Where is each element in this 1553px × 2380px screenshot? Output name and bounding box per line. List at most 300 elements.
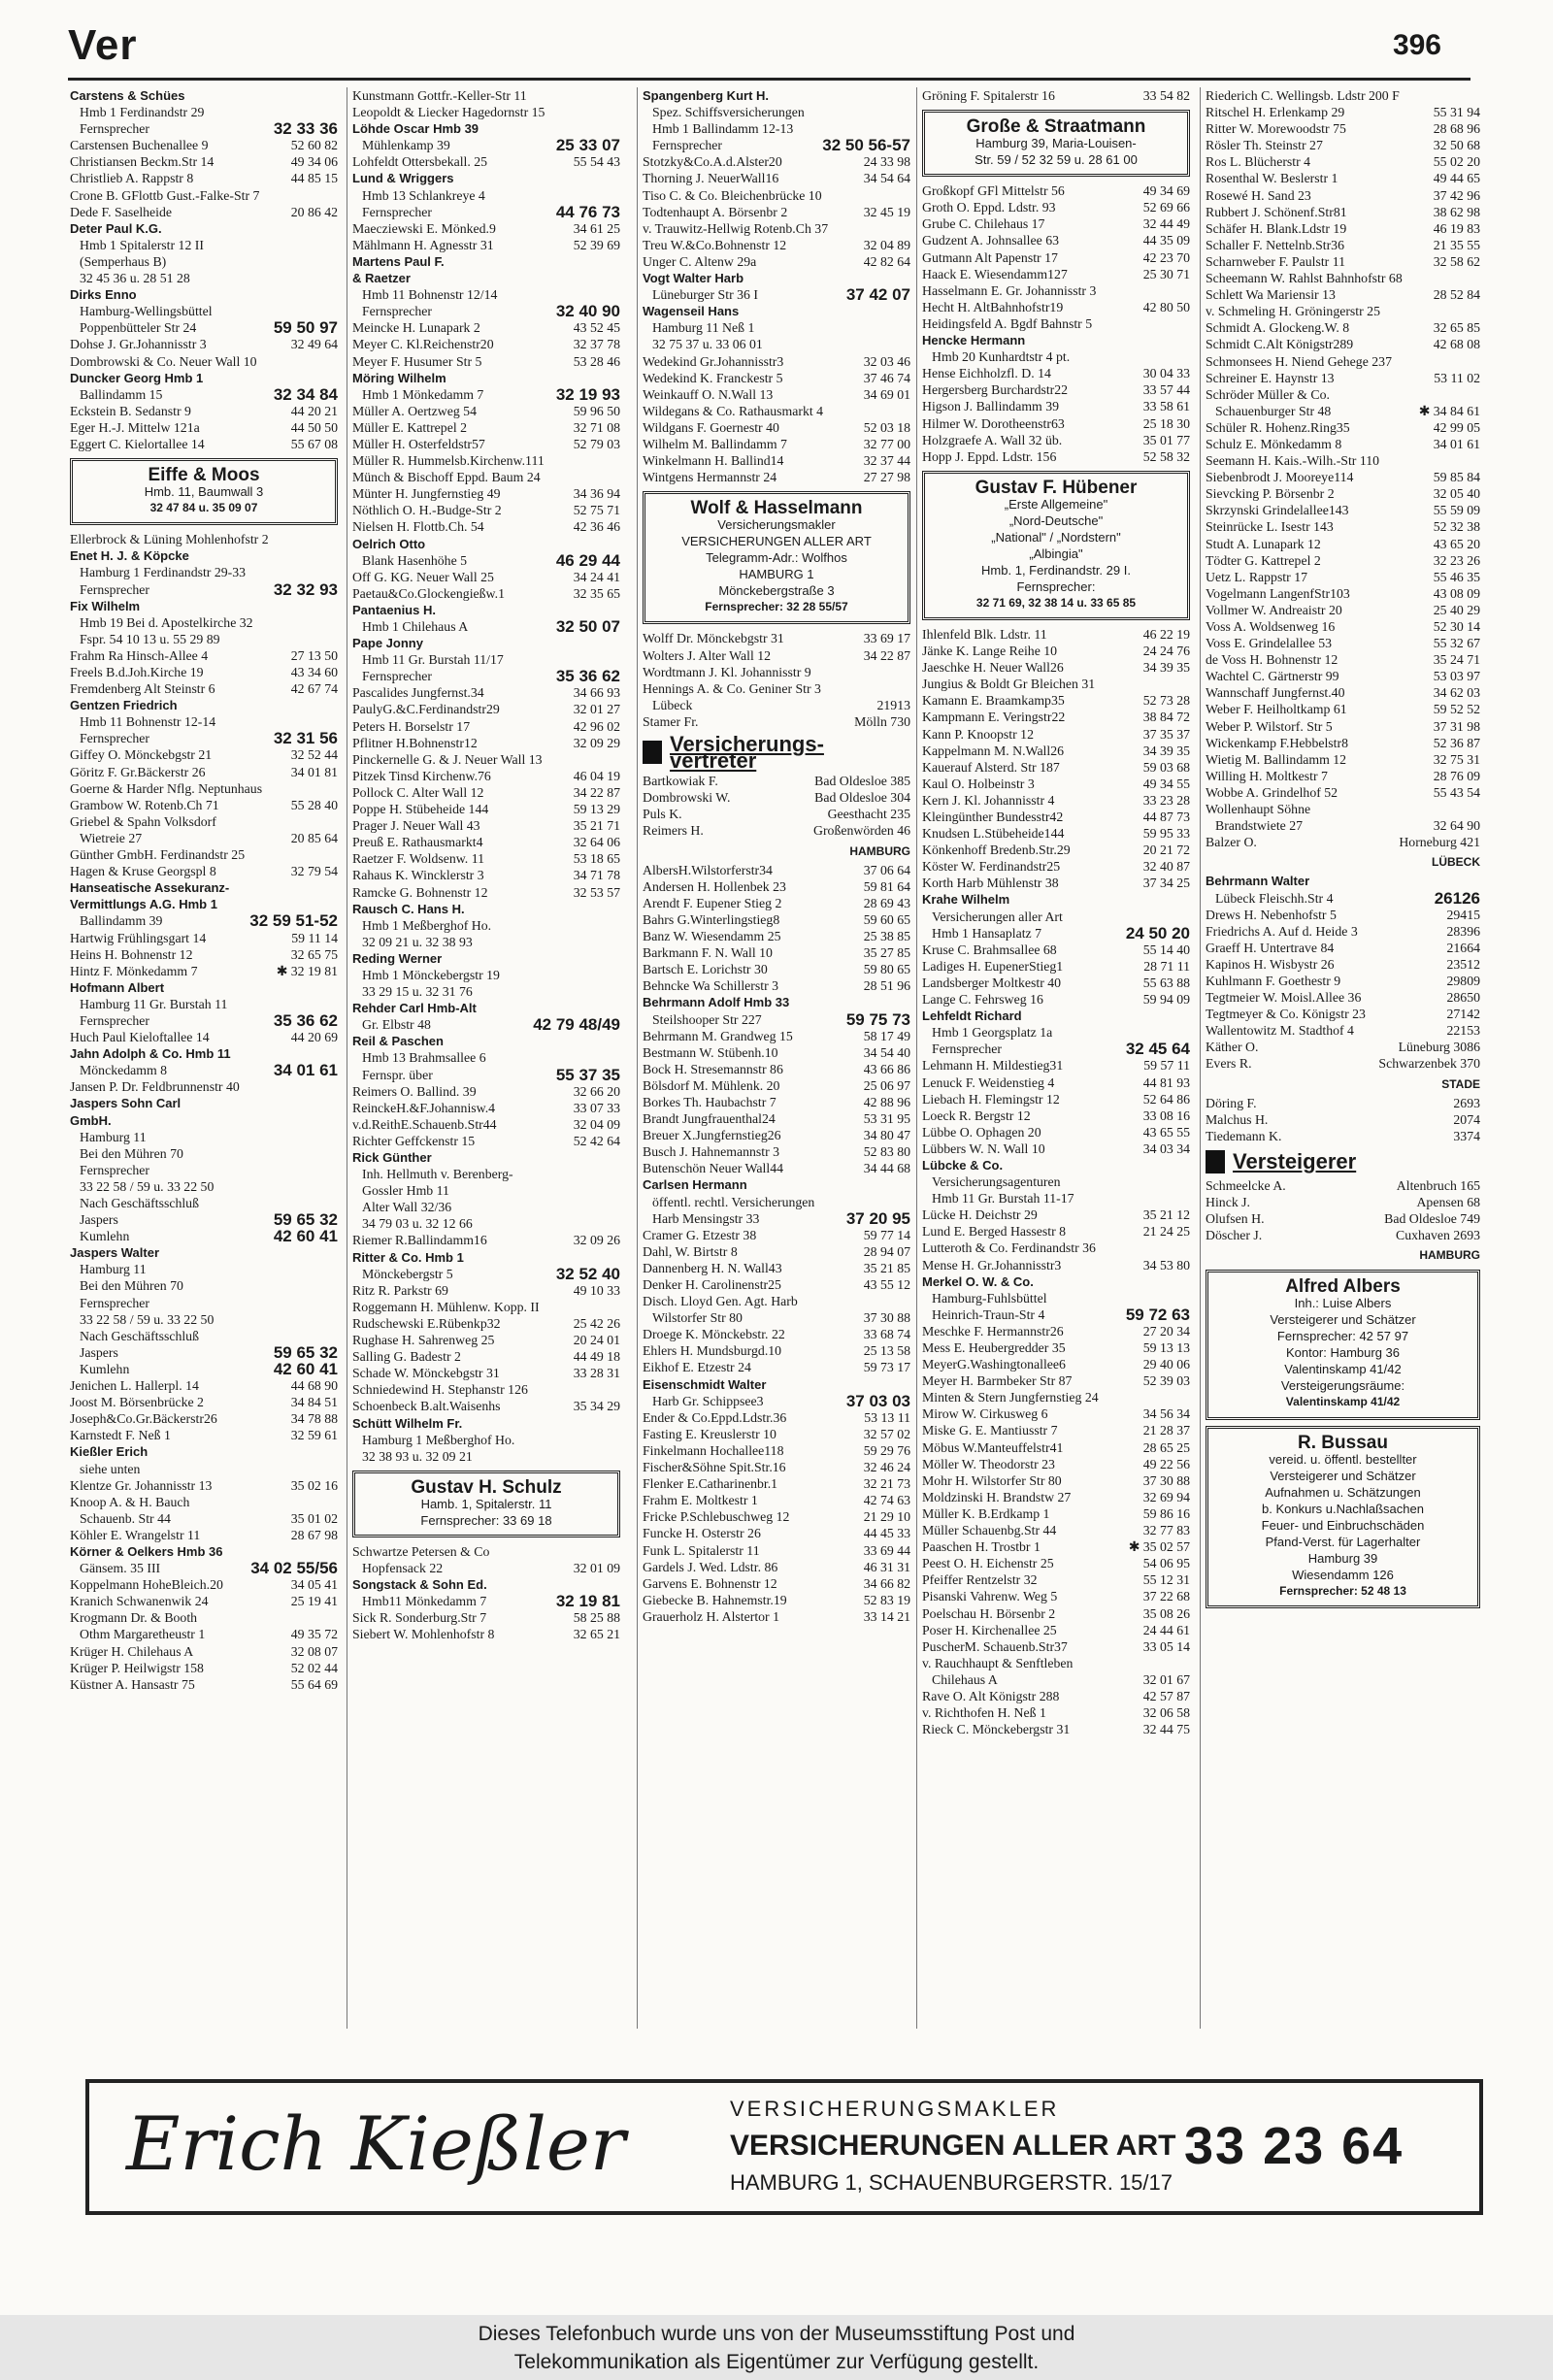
listing-entry: [922, 1522, 1190, 1538]
entry-phone: 32 65 21: [571, 1626, 620, 1642]
entry-phone: 42 67 74: [288, 680, 338, 697]
entry-name: Butenschön Neuer Wall44: [643, 1161, 784, 1176]
entry-phone: 55 37 35: [553, 1067, 620, 1083]
entry-phone: 34 66 93: [571, 684, 620, 701]
listing-entry: [70, 253, 338, 270]
entry-phone: 42 60 41: [271, 1361, 338, 1377]
entry-name: Off G. KG. Neuer Wall 25: [352, 569, 494, 584]
listing-entry: [70, 1328, 338, 1344]
entry-name: Behrmann Walter: [1206, 874, 1310, 889]
entry-name: Müller R. Hummelsb.Kirchenw.111: [352, 453, 545, 469]
listing-entry: [922, 1091, 1190, 1107]
entry-name: Loeck R. Bergstr 12: [922, 1107, 1031, 1123]
entry-name: Griebel & Spahn Volksdorf: [70, 813, 216, 829]
entry-name: Garvens E. Bohnenstr 12: [643, 1575, 777, 1591]
entry-name: Unger C. Altenw 29a: [643, 253, 757, 269]
listing-entry: [70, 403, 338, 419]
entry-name: Hinck J.: [1206, 1195, 1250, 1209]
boxed-advert-line: Inh.: Luise Albers: [1294, 1296, 1392, 1311]
listing-entry: [352, 1232, 620, 1248]
entry-name: Stotzky&Co.A.d.Alster20: [643, 154, 782, 170]
listing-entry: [922, 726, 1190, 743]
listing-entry: [643, 1227, 910, 1243]
listing-entry: [70, 1510, 338, 1527]
listing-entry: [70, 697, 338, 713]
entry-name: Finkelmann Hochallee118: [643, 1442, 784, 1458]
entry-name: Landsberger Moltkestr 40: [922, 975, 1062, 990]
listing-entry: [70, 1162, 338, 1178]
entry-name: Rehder Carl Hmb-Alt: [352, 1001, 477, 1016]
entry-name: Behncke Wa Schillerstr 3: [643, 978, 779, 994]
entry-name: Todtenhaupt A. Börsenbr 2: [643, 204, 788, 219]
entry-phone: 33 08 16: [1140, 1107, 1190, 1124]
entry-name: Schniedewind H. Stephanstr 126: [352, 1382, 528, 1398]
entry-phone: 32 45 64: [1123, 1041, 1190, 1057]
entry-name: Poppe H. Stübeheide 144: [352, 802, 489, 817]
entry-name: Wannschaff Jungfernst.40: [1206, 685, 1345, 701]
entry-phone: 44 49 18: [571, 1348, 620, 1365]
boxed-advert: [352, 1471, 620, 1537]
entry-name: de Voss H. Bohnenstr 12: [1206, 652, 1338, 668]
listing-entry: [922, 1057, 1190, 1074]
entry-name: 32 38 93 u. 32 09 21: [362, 1448, 473, 1464]
listing-column-3: [643, 87, 910, 1625]
entry-name: Gänsem. 35 III: [80, 1561, 161, 1576]
listing-entry: [643, 1575, 910, 1592]
entry-phone: 30 04 33: [1140, 365, 1190, 381]
listing-entry: [352, 1016, 620, 1033]
entry-name: Ritter W. Morewoodstr 75: [1206, 121, 1346, 137]
listing-entry: [1206, 370, 1480, 386]
listing-entry: [1206, 684, 1480, 701]
listing-entry: [1206, 801, 1480, 817]
listing-entry: [643, 237, 910, 253]
city-subheading: LÜBECK: [1432, 855, 1480, 870]
entry-phone: Geesthacht 235: [825, 806, 910, 822]
listing-entry: [643, 1459, 910, 1475]
listing-entry: [352, 536, 620, 552]
entry-phone: 37 35 37: [1140, 726, 1190, 743]
listing-entry: [922, 1571, 1190, 1588]
listing-entry: [70, 1029, 338, 1045]
entry-phone: 52 39 69: [571, 237, 620, 253]
entry-name: Vogelmann LangenfStr103: [1206, 585, 1350, 601]
listing-entry: [643, 1094, 910, 1110]
entry-phone: 37 42 96: [1431, 187, 1480, 204]
entry-name: Salling G. Badestr 2: [352, 1349, 461, 1365]
entry-phone: 25 33 07: [553, 137, 620, 153]
entry-phone: 55 02 20: [1431, 153, 1480, 170]
listing-entry: [1206, 735, 1480, 751]
listing-entry: [922, 1207, 1190, 1223]
entry-phone: 35 36 62: [553, 668, 620, 684]
listing-entry: [1206, 436, 1480, 452]
entry-phone: 24 44 61: [1140, 1622, 1190, 1638]
listing-entry: [1206, 87, 1480, 104]
entry-name: Mählmann H. Agnesstr 31: [352, 237, 494, 252]
entry-phone: 22153: [1444, 1022, 1481, 1039]
listing-entry: [643, 253, 910, 270]
entry-phone: 32 66 20: [571, 1083, 620, 1100]
listing-entry: [922, 282, 1190, 299]
listing-entry: [922, 381, 1190, 398]
section-title: Versicherungs-vertreter: [669, 732, 824, 774]
listing-entry: [643, 419, 910, 436]
listing-entry: [643, 137, 910, 153]
entry-phone: 32 71 08: [571, 419, 620, 436]
listing-entry: [1206, 303, 1480, 319]
entry-phone: 21913: [875, 697, 911, 713]
entry-phone: 32 35 65: [571, 585, 620, 602]
entry-name: Hartwig Frühlingsgart 14: [70, 930, 207, 945]
entry-name: Müller H. Osterfeldstr57: [352, 436, 485, 451]
entry-name: Goerne & Harder Nflg. Neptunhaus: [70, 780, 263, 796]
listing-entry: [352, 204, 620, 220]
entry-name: Malchus H.: [1206, 1111, 1269, 1127]
entry-name: Fernsprecher: [80, 731, 150, 746]
listing-entry: [352, 701, 620, 717]
entry-name: Holzgraefe A. Wall 32 üb.: [922, 432, 1063, 447]
listing-entry: [922, 643, 1190, 659]
entry-name: Kann P. Knoopstr 12: [922, 726, 1034, 742]
listing-entry: [352, 353, 620, 370]
listing-entry: [70, 104, 338, 120]
listing-entry: [352, 817, 620, 834]
listing-entry: [922, 1273, 1190, 1290]
entry-name: Käther O.: [1206, 1040, 1259, 1055]
listing-entry: [70, 1461, 338, 1477]
listing-entry: [1206, 1039, 1480, 1055]
entry-name: Rick Günther: [352, 1150, 432, 1165]
entry-name: Hasselmann E. Gr. Johannisstr 3: [922, 282, 1097, 298]
entry-name: Kumlehn: [80, 1361, 130, 1376]
entry-name: Graeff H. Untertrave 84: [1206, 940, 1335, 955]
entry-phone: 3374: [1450, 1128, 1480, 1144]
entry-name: Raetzer F. Woldsenw. 11: [352, 851, 484, 867]
entry-phone: Bad Oldesloe 304: [811, 789, 910, 806]
boxed-advert-line: Hamburg 39, Maria-Louisen-: [975, 136, 1137, 151]
entry-name: Brandstwiete 27: [1215, 818, 1304, 834]
section-marker-icon: [1206, 1150, 1225, 1173]
listing-entry: [643, 1127, 910, 1143]
listing-entry: [922, 858, 1190, 875]
entry-name: Fernsprecher: [80, 121, 150, 137]
listing-entry: [922, 1422, 1190, 1438]
listing-entry: [70, 531, 338, 547]
listing-entry: [352, 735, 620, 751]
entry-phone: 32 46 24: [861, 1459, 910, 1475]
listing-entry: [70, 120, 338, 137]
entry-name: Schlett Wa Mariensir 13: [1206, 287, 1336, 303]
entry-phone: 32 33 36: [271, 120, 338, 137]
entry-name: Rosenthal W. Beslerstr 1: [1206, 171, 1338, 186]
entry-name: Hmb 11 Bohnenstr 12/14: [362, 287, 498, 303]
entry-phone: 42 23 70: [1140, 249, 1190, 266]
entry-name: Schmonsees H. Niend Gehege 237: [1206, 353, 1392, 369]
entry-phone: 32 64 90: [1431, 817, 1480, 834]
entry-name: Wilstorfer Str 80: [652, 1310, 743, 1326]
entry-name: Dede F. Saselheide: [70, 204, 173, 219]
listing-entry: [922, 1671, 1190, 1688]
listing-entry: [70, 137, 338, 153]
listing-entry: [352, 901, 620, 917]
entry-phone: 34 44 68: [861, 1160, 910, 1176]
entry-name: Frahm Ra Hinsch-Allee 4: [70, 647, 209, 663]
listing-entry: [922, 1339, 1190, 1356]
entry-name: Lutteroth & Co. Ferdinandstr 36: [922, 1240, 1096, 1256]
listing-entry: [922, 1356, 1190, 1372]
listing-entry: [643, 1409, 910, 1426]
listing-entry: [70, 1078, 338, 1095]
entry-phone: 43 65 55: [1140, 1124, 1190, 1140]
entry-name: Jaspers: [80, 1212, 118, 1228]
entry-name: Lohfeldt Ottersbekall. 25: [352, 154, 488, 170]
entry-name: Gr. Elbstr 48: [362, 1017, 431, 1033]
listing-entry: [922, 1157, 1190, 1173]
listing-entry: [643, 270, 910, 286]
entry-phone: 28 51 96: [861, 977, 910, 994]
entry-name: Hamburg 1 Ferdinandstr 29-33: [80, 565, 247, 580]
entry-phone: 55 64 69: [288, 1676, 338, 1693]
listing-entry: [352, 967, 620, 983]
entry-name: Bahrs G.Winterlingstieg8: [643, 911, 780, 927]
listing-entry: [922, 1622, 1190, 1638]
listing-entry: [70, 1626, 338, 1642]
listing-entry: [922, 809, 1190, 825]
entry-name: Wolff Dr. Mönckebgstr 31: [643, 631, 784, 646]
entry-name: Müller A. Oertzweg 54: [352, 403, 477, 418]
entry-name: Knudsen L.Stübeheide144: [922, 826, 1065, 842]
listing-entry: [70, 1228, 338, 1244]
entry-phone: 2074: [1450, 1111, 1480, 1128]
entry-name: Fernsprecher: [80, 581, 150, 597]
entry-phone: 32 21 73: [861, 1475, 910, 1492]
listing-entry: [922, 1389, 1190, 1405]
listing-entry: [922, 1290, 1190, 1306]
boxed-advert-line: Versteigerer und Schätzer: [1270, 1468, 1416, 1483]
entry-phone: 34 66 82: [861, 1575, 910, 1592]
listing-entry: [922, 925, 1190, 942]
entry-name: Hmb11 Mönkedamm 7: [362, 1594, 487, 1609]
entry-name: Rösler Th. Steinstr 27: [1206, 138, 1323, 153]
entry-name: Mense H. Gr.Johannisstr3: [922, 1257, 1062, 1273]
entry-name: Wickenkamp F.Hebbelstr8: [1206, 735, 1349, 750]
boxed-advert: [643, 491, 910, 624]
listing-entry: [643, 1326, 910, 1342]
listing-entry: [70, 664, 338, 680]
entry-phone: 43 65 20: [1431, 536, 1480, 552]
entry-phone: 55 31 94: [1431, 104, 1480, 120]
entry-phone: ✱ 34 84 61: [1416, 403, 1480, 419]
listing-entry: [922, 365, 1190, 381]
listing-column-1: [70, 87, 338, 1693]
listing-entry: [1206, 536, 1480, 552]
entry-name: Wagenseil Hans: [643, 304, 740, 319]
entry-name: Müller Schauenbg.Str 44: [922, 1523, 1057, 1538]
entry-name: Hmb 1 Georgsplatz 1a: [932, 1025, 1053, 1041]
entry-name: Hmb 1 Meßberghof Ho.: [362, 917, 492, 933]
entry-name: Spez. Schiffsversicherungen: [652, 105, 805, 120]
boxed-advert-line: Feuer- und Einbruchschäden: [1261, 1517, 1425, 1533]
listing-entry: [352, 1381, 620, 1398]
listing-entry: [643, 370, 910, 386]
listing-entry: [1206, 718, 1480, 735]
entry-name: Fernsprecher: [80, 1162, 150, 1177]
entry-phone: 44 81 93: [1140, 1074, 1190, 1091]
boxed-advert-line: „Erste Allgemeine": [1004, 496, 1108, 512]
listing-entry: [643, 1309, 910, 1326]
entry-name: Hmb 19 Bei d. Apostelkirche 32: [80, 614, 253, 630]
listing-entry: [352, 950, 620, 967]
listing-entry: [1206, 635, 1480, 651]
listing-entry: [922, 1655, 1190, 1671]
entry-phone: 53 18 65: [571, 850, 620, 867]
listing-entry: [352, 668, 620, 684]
entry-phone: 55 46 35: [1431, 569, 1480, 585]
entry-phone: 32 50 07: [553, 618, 620, 635]
footer-line-2: Telekommunikation als Eigentümer zur Verfügung gestellt.: [513, 2351, 1040, 2373]
listing-entry: [70, 1443, 338, 1460]
listing-entry: [922, 776, 1190, 792]
entry-name: Songstack & Sohn Ed.: [352, 1577, 487, 1593]
entry-name: Carstens & Schües: [70, 88, 185, 103]
entry-name: Günther GmbH. Ferdinandstr 25: [70, 847, 246, 863]
entry-phone: 53 03 97: [1431, 668, 1480, 684]
listing-entry: [922, 1173, 1190, 1190]
entry-name: Wedekind K. Franckestr 5: [643, 370, 783, 385]
listing-entry: [643, 1293, 910, 1309]
listing-entry: [643, 961, 910, 977]
entry-name: Friedrichs A. Auf d. Heide 3: [1206, 923, 1358, 939]
entry-phone: 52 03 18: [861, 419, 910, 436]
listing-entry: [70, 1543, 338, 1560]
listing-entry: [352, 635, 620, 651]
entry-name: Jaeschke H. Neuer Wall26: [922, 660, 1064, 676]
entry-name: Heinrich-Traun-Str 4: [932, 1306, 1045, 1322]
entry-name: Ehlers H. Mundsburgd.10: [643, 1343, 782, 1359]
entry-phone: 33 57 44: [1140, 381, 1190, 398]
boxed-advert-phone: Fernsprecher: 52 48 13: [1279, 1583, 1406, 1598]
entry-name: Kauerauf Alsterd. Str 187: [922, 759, 1060, 775]
entry-phone: 33 23 28: [1140, 792, 1190, 809]
entry-phone: Mölln 730: [851, 713, 910, 730]
entry-name: Fernsprecher: [932, 1041, 1003, 1057]
entry-name: Sick R. Sonderburg.Str 7: [352, 1610, 487, 1626]
boxed-advert-line: Versteigerungsräume:: [1280, 1378, 1405, 1394]
entry-name: Winkelmann H. Ballind14: [643, 453, 784, 469]
entry-phone: 21664: [1444, 940, 1481, 956]
listing-entry: [922, 1489, 1190, 1505]
listing-entry: [352, 1348, 620, 1365]
listing-entry: [70, 730, 338, 746]
entry-phone: ✱ 32 19 81: [274, 963, 338, 979]
listing-entry: [643, 1028, 910, 1044]
listing-entry: [70, 1394, 338, 1410]
listing-entry: [922, 1140, 1190, 1157]
entry-name: Hanseatische Assekuranz-: [70, 880, 230, 896]
listing-entry: [643, 1426, 910, 1442]
entry-phone: 33 28 31: [571, 1365, 620, 1381]
listing-entry: [1206, 907, 1480, 923]
listing-entry: [922, 1538, 1190, 1555]
entry-name: Köster W. Ferdinandstr25: [922, 859, 1061, 875]
entry-name: Paaschen H. Trostbr 1: [922, 1539, 1041, 1555]
entry-name: Moldzinski H. Brandstw 27: [922, 1489, 1072, 1504]
entry-name: Alter Wall 32/36: [362, 1200, 452, 1215]
entry-name: Schmeelcke A.: [1206, 1177, 1286, 1193]
entry-name: v. Schmeling H. Gröningerstr 25: [1206, 304, 1380, 319]
entry-phone: 28 67 98: [288, 1527, 338, 1543]
entry-name: Klentze Gr. Johannisstr 13: [70, 1477, 213, 1493]
listing-entry: [70, 879, 338, 896]
entry-name: Deter Paul K.G.: [70, 220, 162, 236]
listing-entry: [70, 1377, 338, 1394]
boxed-advert-line: Fernsprecher:: [1016, 578, 1096, 594]
entry-phone: 52 58 32: [1140, 448, 1190, 465]
entry-name: v. Richthofen H. Neß 1: [922, 1705, 1046, 1721]
listing-entry: [643, 630, 910, 646]
entry-name: Fischer&Söhne Spit.Str.16: [643, 1460, 786, 1475]
entry-phone: 27 27 98: [861, 469, 910, 485]
entry-phone: 52 73 28: [1140, 692, 1190, 709]
listing-entry: [70, 1361, 338, 1377]
boxed-advert-line: Str. 59 / 52 32 59 u. 28 61 00: [975, 152, 1138, 168]
entry-name: Nielsen H. Flottb.Ch. 54: [352, 519, 484, 535]
entry-name: Rosewé H. Sand 23: [1206, 187, 1311, 203]
entry-name: Rahaus K. Wincklerstr 3: [352, 868, 484, 883]
entry-name: Hamburg-Fuhlsbüttel: [932, 1290, 1047, 1306]
entry-name: Bartkowiak F.: [643, 774, 718, 789]
listing-entry: [70, 1477, 338, 1494]
listing-entry: [643, 104, 910, 120]
listing-entry: [1206, 386, 1480, 403]
entry-name: Bartsch E. Lorichstr 30: [643, 962, 768, 977]
entry-name: Lücke H. Deichstr 29: [922, 1207, 1038, 1223]
entry-name: Ritter & Co. Hmb 1: [352, 1249, 464, 1265]
entry-name: Willing H. Moltkestr 7: [1206, 768, 1328, 783]
listing-entry: [922, 1190, 1190, 1207]
entry-name: Rausch C. Hans H.: [352, 901, 465, 916]
entry-phone: Horneburg 421: [1396, 834, 1480, 850]
entry-phone: 28 71 11: [1140, 958, 1190, 975]
entry-name: Freels B.d.Joh.Kirche 19: [70, 665, 204, 679]
listing-entry: [922, 759, 1190, 776]
boxed-advert-line: Fernsprecher: 33 69 18: [420, 1512, 552, 1528]
entry-name: Martens Paul F.: [352, 253, 445, 269]
listing-entry: [922, 825, 1190, 842]
boxed-advert-phone: Valentinskamp 41/42: [1285, 1395, 1401, 1409]
listing-entry: [922, 1124, 1190, 1140]
entry-phone: 34 02 55/56: [248, 1560, 338, 1576]
entry-phone: 42 36 46: [571, 518, 620, 535]
entry-name: Balzer O.: [1206, 835, 1257, 850]
listing-entry: [643, 1260, 910, 1276]
listing-entry: [70, 896, 338, 912]
listing-entry: [352, 270, 620, 286]
entry-name: Uetz L. Rappstr 17: [1206, 569, 1307, 584]
listing-entry: [352, 436, 620, 452]
boxed-advert-line: Pfand-Verst. für Lagerhalter: [1265, 1534, 1421, 1549]
entry-name: Lenuck F. Weidenstieg 4: [922, 1074, 1055, 1090]
entry-name: Peest O. H. Eichenstr 25: [922, 1556, 1054, 1571]
entry-phone: 21 28 37: [1140, 1422, 1190, 1438]
listing-entry: [352, 1033, 620, 1049]
entry-phone: 24 50 20: [1123, 925, 1190, 942]
entry-phone: 35 24 71: [1431, 651, 1480, 668]
listing-entry: [1206, 137, 1480, 153]
listing-entry: [352, 1116, 620, 1133]
entry-name: Grambow W. Rotenb.Ch 71: [70, 797, 219, 812]
